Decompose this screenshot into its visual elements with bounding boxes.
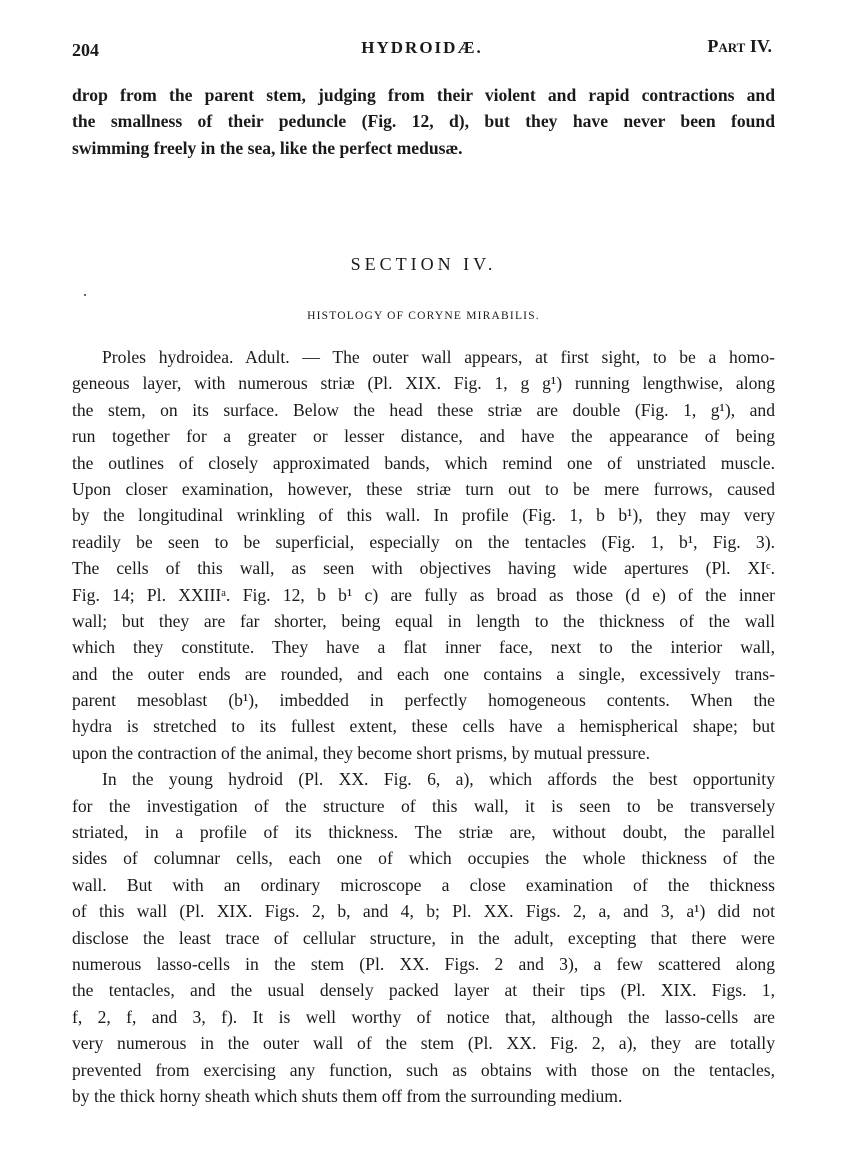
text-line: readily be seen to be superficial, especially on the tentacles (Fig. 1, b¹, Fig. 3). (72, 531, 775, 552)
text-line: Upon closer examination, however, these striæ turn out to be mere furrows, caused (72, 478, 775, 499)
text-line: geneous layer, with numerous striæ (Pl. XIX. Fig. 1, g g¹) running lengthwise, along (72, 373, 775, 394)
text-line: run together for a greater or lesser distance, and have the appearance of being (72, 426, 775, 447)
print-speck (84, 294, 86, 296)
text-line: the tentacles, and the usual densely packed layer at their tips (Pl. XIX. Figs. 1, (72, 980, 775, 1001)
text-line: very numerous in the outer wall of the stem (Pl. XX. Fig. 2, a), they are totally (72, 1033, 775, 1054)
text-line: disclose the least trace of cellular structure, in the adult, excepting that there were (72, 927, 775, 948)
text-line: by the thick horny sheath which shuts them off from the surrounding medium. (72, 1085, 623, 1106)
text-line: wall; but they are far shorter, being equal in length to the thickness of the wall (72, 610, 775, 631)
running-header (72, 34, 772, 64)
text-line: upon the contraction of the animal, they become short prisms, by mutual pressure. (72, 742, 651, 763)
text-line: of this wall (Pl. XIX. Figs. 2, b, and 4, b; Pl. XX. Figs. 2, a, and 3, a¹) did not (72, 901, 775, 922)
text-line: Fig. 14; Pl. XXIIIᵃ. Fig. 12, b b¹ c) are fully as broad as those (d e) of the inner (72, 584, 775, 605)
text-line: sides of columnar cells, each one of which occupies the whole thickness of the (72, 848, 775, 869)
text-line: swimming freely in the sea, like the perfect medusæ. (72, 137, 463, 158)
text-line: striated, in a profile of its thickness. The striæ are, without doubt, the parallel (72, 822, 775, 843)
page-number: 204 (72, 40, 99, 60)
text-line: parent mesoblast (b¹), imbedded in perfectly homogeneous contents. When the (72, 690, 775, 711)
text-line: and the outer ends are rounded, and each one contains a single, excessively trans- (72, 663, 775, 684)
text-line: f, 2, f, and 3, f). It is well worthy of notice that, although the lasso-cells are (72, 1006, 775, 1027)
continued-paragraph (72, 82, 775, 161)
text-line: prevented from exercising any function, such as obtains with those on the tentacles, (72, 1059, 775, 1080)
text-line: hydra is stretched to its fullest extent, these cells have a hemispherical shape; but (72, 716, 775, 737)
section-heading: SECTION IV. (350, 254, 497, 274)
text-line: the smallness of their peduncle (Fig. 12, d), but they have never been found (72, 111, 775, 132)
text-line: numerous lasso-cells in the stem (Pl. XX. Figs. 2 and 3), a few scattered along (72, 953, 775, 974)
text-line: the stem, on its surface. Below the head these striæ are double (Fig. 1, g¹), and (72, 399, 775, 420)
running-title: HYDROIDÆ. (361, 38, 483, 57)
text-line: The cells of this wall, as seen with objectives having wide apertures (Pl. XIᶜ. (72, 558, 775, 579)
text-line: drop from the parent stem, judging from their violent and rapid contractions and (72, 85, 775, 105)
text-line: for the investigation of the structure of this wall, it is seen to be transversely (72, 795, 775, 816)
text-line: which they constitute. They have a flat inner face, next to the interior wall, (72, 637, 775, 658)
text-line: wall. But with an ordinary microscope a close examination of the thickness (72, 874, 775, 895)
text-line: the outlines of closely approximated bands, which remind one of unstriated muscle. (72, 452, 775, 473)
text-line: Proles hydroidea. Adult. — The outer wall appears, at first sight, to be a homo- (102, 347, 775, 367)
section-subheading: HISTOLOGY OF CORYNE MIRABILIS. (307, 310, 540, 322)
body-text (72, 344, 775, 1109)
text-line: In the young hydroid (Pl. XX. Fig. 6, a), which affords the best opportunity (102, 769, 775, 790)
text-line: by the longitudinal wrinkling of this wall. In profile (Fig. 1, b b¹), they may very (72, 505, 775, 526)
part-label: Part IV. (707, 36, 772, 56)
